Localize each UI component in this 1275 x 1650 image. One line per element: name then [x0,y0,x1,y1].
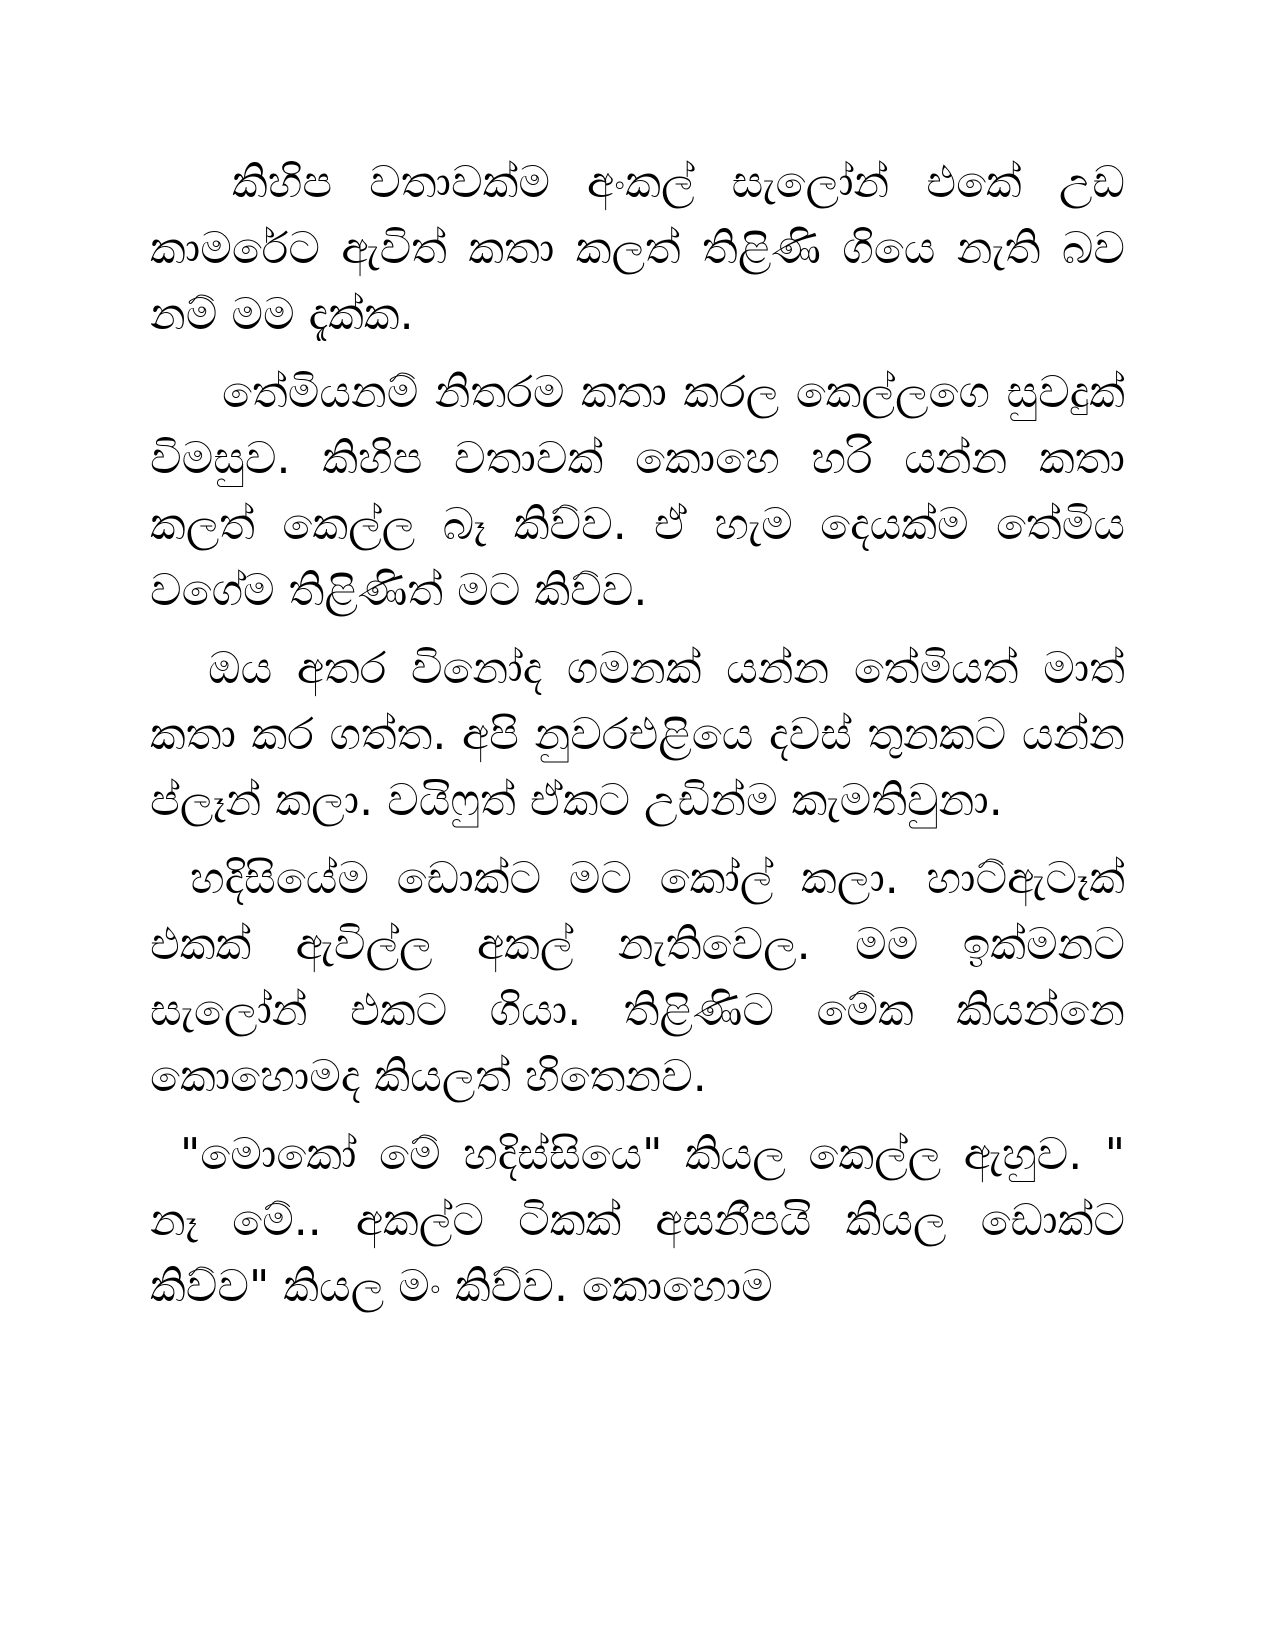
paragraph-3: ඔය අතර විනෝද ගමනක් යන්න තේමියත් මාත් කතා කර ගත්ත. අපි නුවරඑළියෙ දවස් තුනකට යන්න ප්ලෑන් කලා. වයිෆුත් ඒකට උඩින්ම කැමතිවුනා. [150,643,1125,826]
paragraph-1: කිහිප වතාවක්ම අංකල් සැලෝන් එකේ උඩ කාමරේට ඇවිත් කතා කලත් තිළිණි ගියෙ නැති බව නම් මම දැක්ක. [150,157,1125,340]
paragraph-5: "මොකෝ මේ හදිස්සියෙ" කියල කෙල්ල ඇහුව. " නෑ මේ.. අකල්ට ටිකක් අසනීපයි කියල ඩොක්ට කිව්ව" කියල මං කිව්ව. කොහොම [150,1129,1125,1312]
paragraph-4: හදිසියේම ඩොක්ට මට කෝල් කලා. හාට්ඇටෑක් එකක් ඇවිල්ල අකල් නැතිවෙල. මම ඉක්මනට සැලෝන් එකට ගියා. තිළිණිට මේක කියන්නෙ කොහොමද කියලත් හිතෙනව. [150,853,1125,1102]
document-body [150,150,1125,1332]
paragraph-2: තේමියනම් නිතරම කතා කරල කෙල්ලගෙ සුවදුක් විමසුව. කිහිප වතාවක් කොහෙ හරි යන්න කතා කලත් කෙල්ල බෑ කිව්ව. ඒ හැම දෙයක්ම තේමිය වගේම තිළිණිත් මට කිව්ව. [150,367,1125,616]
